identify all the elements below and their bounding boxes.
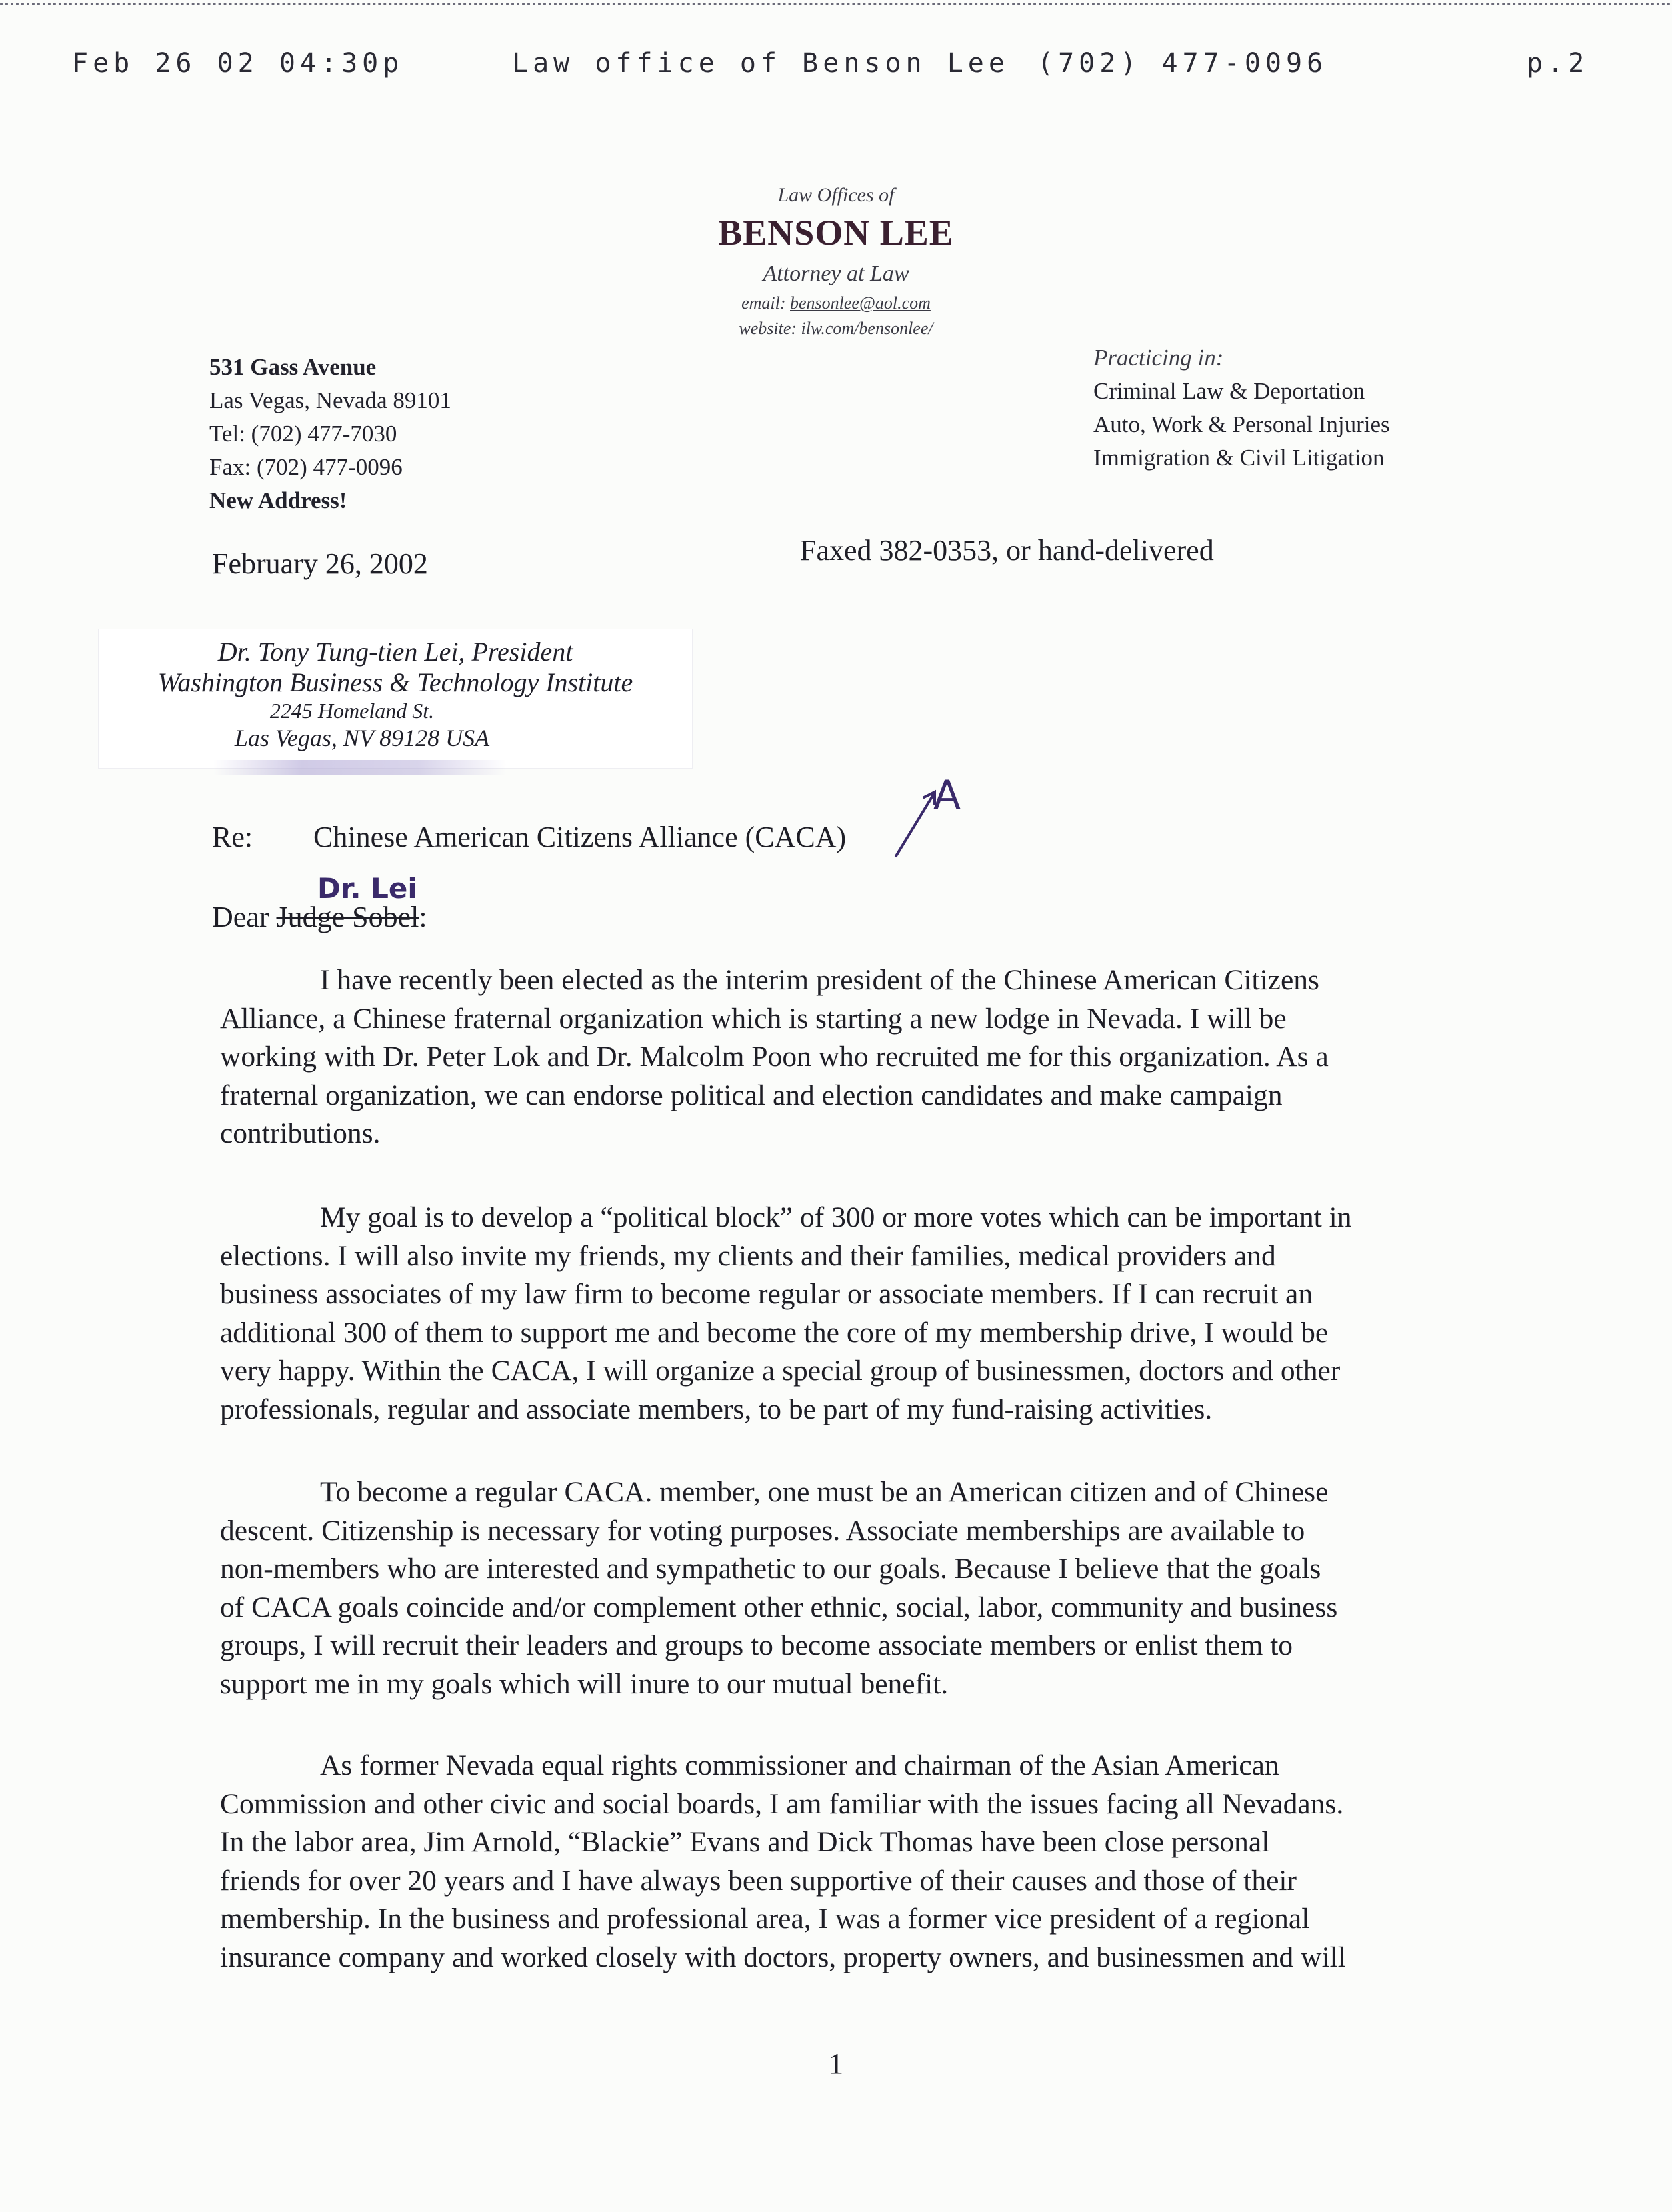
email-link[interactable]: bensonlee@aol.com — [790, 293, 931, 313]
paragraph-line: My goal is to develop a “political block” of 300 or more votes which can be important in — [320, 1201, 1352, 1233]
letterhead-offices-of: Law Offices of — [777, 184, 895, 206]
re-label: Re: — [212, 821, 253, 853]
address-note: New Address! — [209, 487, 347, 513]
body-paragraph-4 — [220, 1747, 1500, 1977]
address-fax: Fax: (702) 477-0096 — [209, 454, 403, 480]
paragraph-line: groups, I will recruit their leaders and groups to become associate members or enlist them to — [220, 1629, 1293, 1661]
paragraph-line: elections. I will also invite my friends, my clients and their families, medical providers and — [220, 1239, 1276, 1272]
salutation-dear: Dear — [212, 901, 269, 933]
handwritten-correction: A — [933, 772, 961, 819]
body-paragraph-1 — [220, 961, 1500, 1153]
salutation — [212, 900, 427, 934]
paragraph-line: insurance company and worked closely with doctors, property owners, and businessmen and will — [220, 1941, 1346, 1973]
paragraph-line: professionals, regular and associate members, to be part of my fund-raising activities. — [220, 1393, 1213, 1425]
letterhead-email — [0, 293, 1672, 313]
fax-phone: (702) 477-0096 — [1037, 48, 1328, 79]
fax-sender: Law office of Benson Lee — [512, 48, 1009, 79]
email-label: email: — [741, 293, 786, 313]
paragraph-line: membership. In the business and professional area, I was a former vice president of a regional — [220, 1903, 1310, 1935]
address-street: 531 Gass Avenue — [209, 354, 377, 380]
delivery-note: Faxed 382-0353, or hand-delivered — [800, 534, 1214, 567]
paragraph-line: support me in my goals which will inure to our mutual benefit. — [220, 1667, 949, 1700]
paragraph-line: of CACA goals coincide and/or complement other ethnic, social, labor, community and business — [220, 1591, 1338, 1623]
fax-page-number: p.2 — [1527, 48, 1589, 79]
body-paragraph-3 — [220, 1473, 1500, 1703]
fax-timestamp: Feb 26 02 04:30p — [72, 48, 404, 79]
paragraph-line: friends for over 20 years and I have always been supportive of their causes and those of their — [220, 1864, 1297, 1897]
paragraph-line: I have recently been elected as the interim president of the Chinese American Citizens — [320, 964, 1319, 996]
practice-heading: Practicing in: — [1093, 345, 1224, 371]
salutation-colon: : — [419, 901, 427, 933]
paragraph-line: working with Dr. Peter Lok and Dr. Malcolm Poon who recruited me for this organization. As a — [220, 1041, 1329, 1073]
re-subject: Chinese American Citizens Alliance (CACA) — [313, 821, 847, 853]
paragraph-line: Alliance, a Chinese fraternal organization which is starting a new lodge in Nevada. I will be — [220, 1002, 1287, 1035]
page-number: 1 — [829, 2047, 843, 2080]
paragraph-line: additional 300 of them to support me and become the core of my membership drive, I would be — [220, 1316, 1329, 1349]
paragraph-line: very happy. Within the CACA, I will organize a special group of businessmen, doctors and other — [220, 1355, 1341, 1387]
salutation-struck-name: Judge Sobel — [276, 901, 419, 933]
letterhead-name: BENSON LEE — [718, 213, 954, 253]
recipient-line-3: 2245 Homeland St. — [269, 699, 435, 723]
paragraph-line: non-members who are interested and sympathetic to our goals. Because I believe that the goals — [220, 1553, 1321, 1585]
practice-area-item: Immigration & Civil Litigation — [1093, 445, 1385, 471]
body-paragraph-2 — [220, 1199, 1500, 1429]
letterhead-title: Attorney at Law — [763, 261, 909, 286]
recipient-line-1: Dr. Tony Tung-tien Lei, President — [217, 637, 573, 667]
practice-areas — [1093, 341, 1390, 475]
handwritten-recipient-name: Dr. Lei — [317, 872, 417, 905]
sender-address — [209, 351, 451, 517]
paragraph-line: To become a regular CACA. member, one must be an American citizen and of Chinese — [320, 1476, 1329, 1508]
practice-area-item: Criminal Law & Deportation — [1093, 378, 1365, 404]
recipient-line-4: Las Vegas, NV 89128 USA — [234, 725, 490, 751]
paragraph-line: business associates of my law firm to become regular or associate members. If I can recruit an — [220, 1278, 1313, 1310]
address-tel: Tel: (702) 477-7030 — [209, 421, 397, 447]
label-ink-smudge — [213, 760, 507, 775]
paragraph-line: fraternal organization, we can endorse political and election candidates and make campaign — [220, 1079, 1283, 1111]
letter-date: February 26, 2002 — [212, 547, 428, 580]
letterhead-website: website: ilw.com/bensonlee/ — [739, 319, 933, 338]
paragraph-line: As former Nevada equal rights commissioner and chairman of the Asian American — [320, 1749, 1279, 1781]
paragraph-line: descent. Citizenship is necessary for voting purposes. Associate memberships are available to — [220, 1514, 1305, 1547]
recipient-line-2: Washington Business & Technology Institute — [157, 667, 633, 697]
fax-perforation-edge — [0, 3, 1672, 5]
address-city: Las Vegas, Nevada 89101 — [209, 387, 451, 413]
practice-area-item: Auto, Work & Personal Injuries — [1093, 411, 1390, 437]
paragraph-line: contributions. — [220, 1117, 381, 1149]
paragraph-line: In the labor area, Jim Arnold, “Blackie” Evans and Dick Thomas have been close personal — [220, 1826, 1270, 1858]
paragraph-line: Commission and other civic and social boards, I am familiar with the issues facing all Nevadans. — [220, 1787, 1344, 1820]
